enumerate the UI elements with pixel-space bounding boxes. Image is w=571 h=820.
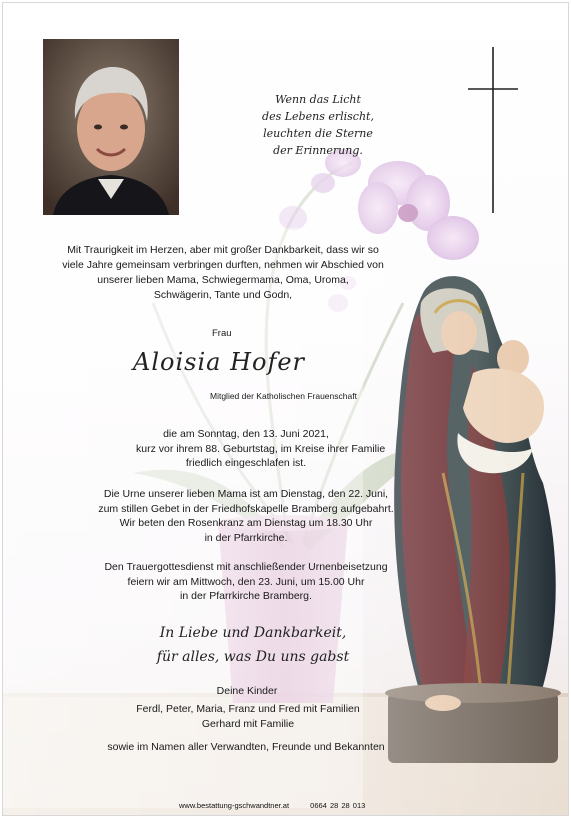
intro-line: viele Jahre gemeinsam verbringen durften, nehmen wir Abschied von: [62, 259, 384, 271]
urn-notice: [86, 487, 406, 545]
poem-line: leuchten die Sterne: [263, 127, 373, 140]
notice-line: in der Pfarrkirche.: [204, 531, 288, 544]
poem-line: der Erinnerung.: [273, 144, 363, 157]
phone-number: 0664 28 28 013: [310, 801, 366, 810]
notice-line: Die Urne unserer lieben Mama ist am Dienstag, den 22. Juni,: [103, 488, 389, 500]
notice-line: zum stillen Gebet in der Friedhofskapelle Bramberg aufgebahrt.: [98, 502, 394, 515]
notice-line: Den Trauergottesdienst mit anschließender Urnenbeisetzung: [104, 561, 388, 573]
deceased-name: Aloisia Hofer: [133, 348, 305, 376]
closing-line: für alles, was Du uns gabst: [156, 649, 350, 665]
children-line: Gerhard mit Familie: [201, 717, 295, 730]
notice-line: Wir beten den Rosenkranz am Dienstag um 18.30 Uhr: [119, 517, 373, 529]
notice-line: in der Pfarrkirche Bramberg.: [180, 590, 312, 602]
intro-text: [23, 243, 423, 303]
membership: Mitglied der Katholischen Frauenschaft: [210, 391, 357, 401]
notice-line: friedlich eingeschlafen ist.: [185, 457, 307, 469]
service-notice: [86, 560, 406, 604]
intro-line: Schwägerin, Tante und Godn,: [153, 289, 293, 301]
notice-line: feiern wir am Mittwoch, den 23. Juni, um 15.00 Uhr: [127, 575, 365, 588]
notice-line: die am Sonntag, den 13. Juni 2021,: [163, 428, 329, 440]
children-title: Deine Kinder: [216, 685, 278, 697]
children-list: [113, 702, 383, 731]
death-notice: [136, 427, 386, 471]
memorial-poem: [243, 91, 393, 159]
website-link[interactable]: www.bestattung-gschwandtner.at: [179, 801, 290, 810]
poem-line: des Lebens erlischt,: [262, 110, 374, 123]
salutation: Frau: [212, 328, 232, 339]
poem-line: Wenn das Licht: [275, 93, 361, 106]
notice-line: kurz vor ihrem 88. Geburtstag, im Kreise ihrer Familie: [136, 442, 386, 455]
closing-line: In Liebe und Dankbarkeit,: [159, 625, 347, 641]
intro-line: Mit Traurigkeit im Herzen, aber mit großer Dankbarkeit, dass wir so: [67, 244, 379, 256]
cross-icon: [466, 45, 520, 215]
portrait-photo: [43, 39, 179, 215]
intro-line: unserer lieben Mama, Schwiegermama, Oma, Uroma,: [97, 274, 349, 286]
obituary-card: [2, 2, 569, 816]
footer: [179, 801, 383, 810]
children-line: Ferdl, Peter, Maria, Franz und Fred mit Familien: [136, 703, 360, 715]
relatives-line: sowie im Namen aller Verwandten, Freunde und Bekannten: [107, 741, 385, 753]
closing-words: [153, 621, 353, 669]
